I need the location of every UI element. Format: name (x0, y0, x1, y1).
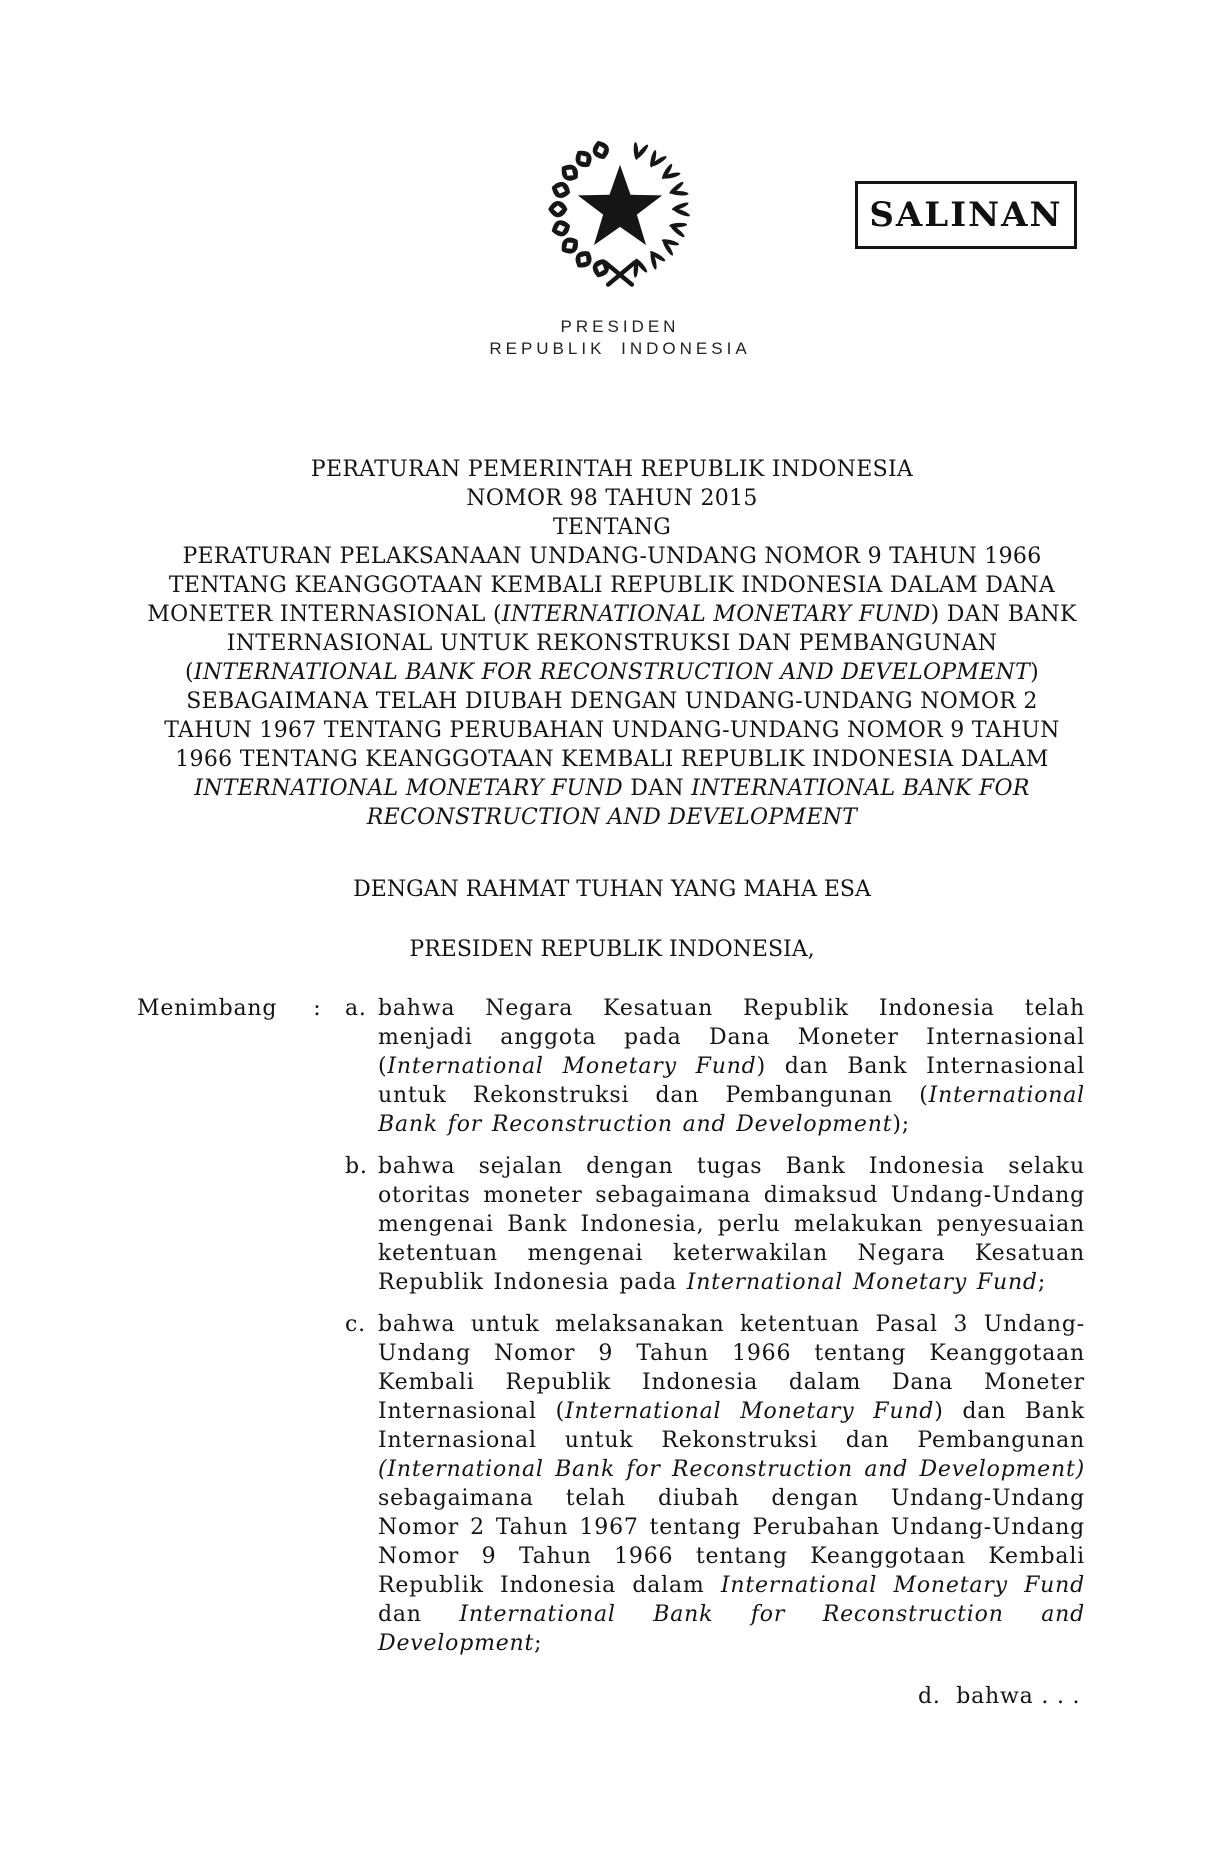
title-line: TAHUN 1967 TENTANG PERUBAHAN UNDANG-UNDANG NOMOR 9 TAHUN (164, 718, 1060, 743)
title-line: TENTANG (552, 515, 672, 540)
letterhead-republik-indonesia: REPUBLIK INDONESIA (489, 339, 751, 358)
considerations-list (345, 994, 1085, 1658)
title-line: SEBAGAIMANA TELAH DIUBAH DENGAN UNDANG-UNDANG NOMOR 2 (186, 689, 1038, 714)
consideration-item (345, 1310, 1085, 1658)
consideration-item (345, 1152, 1085, 1297)
title-line: PERATURAN PELAKSANAAN UNDANG-UNDANG NOMOR 9 TAHUN 1966 (182, 544, 1042, 569)
item-marker: b. (345, 1154, 368, 1179)
letterhead (320, 316, 920, 360)
title-line: INTERNASIONAL UNTUK REKONSTRUKSI DAN PEMBANGUNAN (226, 631, 998, 656)
salinan-stamp-label: SALINAN (869, 195, 1063, 235)
letterhead-presiden: PRESIDEN (560, 317, 680, 336)
item-text: bahwa Negara Kesatuan Republik Indonesia telah menjadi anggota pada Dana Moneter Internasional (International Monetary Fund) dan Bank Internasional untuk Rekonstruksi dan Pembangunan (International Bank for Reconstruction and Development); (378, 996, 1085, 1137)
considerations-section (137, 994, 1085, 1671)
item-marker: a. (345, 996, 367, 1021)
menimbang-label (137, 994, 321, 1023)
title-line: NOMOR 98 TAHUN 2015 (466, 486, 758, 511)
menimbang-colon: : (313, 996, 322, 1021)
catchword: d. bahwa . . . (918, 1684, 1081, 1709)
item-text: bahwa untuk melaksanakan ketentuan Pasal 3 Undang-Undang Nomor 9 Tahun 1966 tentang Keanggotaan Kembali Republik Indonesia dalam Dana Moneter Internasional (International Monetary Fund) dan Bank Internasional untuk Rekonstruksi dan Pembangunan (International Bank for Reconstruction and Development) sebagaimana telah diubah dengan Undang-Undang Nomor 2 Tahun 1967 tentang Perubahan Undang-Undang Nomor 9 Tahun 1966 tentang Keanggotaan Kembali Republik Indonesia dalam International Monetary Fund dan International Bank for Reconstruction and Development; (378, 1312, 1085, 1656)
salinan-stamp-box (855, 181, 1077, 249)
title-line: TENTANG KEANGGOTAAN KEMBALI REPUBLIK INDONESIA DALAM DANA (168, 573, 1056, 598)
regulation-title (122, 455, 1102, 832)
title-line: 1966 TENTANG KEANGGOTAAN KEMBALI REPUBLIK INDONESIA DALAM (175, 747, 1049, 772)
invocation-line: DENGAN RAHMAT TUHAN YANG MAHA ESA (353, 877, 871, 902)
title-line: RECONSTRUCTION AND DEVELOPMENT (366, 805, 858, 830)
title-line: PERATURAN PEMERINTAH REPUBLIK INDONESIA (310, 457, 914, 482)
item-marker: c. (345, 1312, 366, 1337)
title-line: INTERNATIONAL MONETARY FUND DAN INTERNATIONAL BANK FOR (194, 776, 1030, 801)
consideration-item (345, 994, 1085, 1139)
title-line: (INTERNATIONAL BANK FOR RECONSTRUCTION AND DEVELOPMENT) (184, 660, 1040, 685)
item-text: bahwa sejalan dengan tugas Bank Indonesia selaku otoritas moneter sebagaimana dimaksud Undang-Undang mengenai Bank Indonesia, perlu melakukan penyesuaian ketentuan mengenai keterwakilan Negara Kesatuan Republik Indonesia pada International Monetary Fund; (378, 1154, 1085, 1295)
title-line: MONETER INTERNASIONAL (INTERNATIONAL MONETARY FUND) DAN BANK (147, 602, 1077, 627)
authority-line: PRESIDEN REPUBLIK INDONESIA, (409, 937, 815, 962)
state-emblem-star-wreath-icon (546, 141, 694, 295)
menimbang-label-text: Menimbang (137, 996, 278, 1021)
